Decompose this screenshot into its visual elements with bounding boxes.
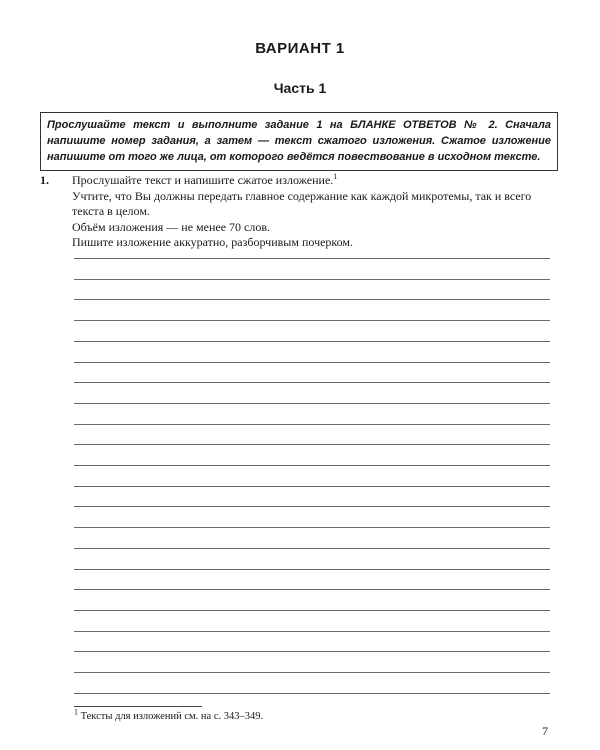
variant-title: ВАРИАНТ 1 xyxy=(255,40,345,57)
answer-line xyxy=(74,569,550,570)
answer-line xyxy=(74,258,550,259)
instruction-box xyxy=(40,112,558,171)
answer-line xyxy=(74,341,550,342)
footnote-mark: 1 xyxy=(333,172,338,181)
task-body xyxy=(72,173,550,251)
part-title: Часть 1 xyxy=(273,80,327,96)
answer-line xyxy=(74,362,550,363)
answer-line xyxy=(74,424,550,425)
answer-line xyxy=(74,589,550,590)
task-line-1-text: Прослушайте текст и напишите сжатое изложение. xyxy=(72,173,334,187)
answer-lines xyxy=(74,258,550,698)
task-line-1 xyxy=(72,173,550,189)
answer-line xyxy=(74,299,550,300)
answer-line xyxy=(74,382,550,383)
footnote-text: Тексты для изложений см. на с. 343–349. xyxy=(80,711,264,722)
instruction-text: Прослушайте текст и выполните задание 1 на БЛАНКЕ ОТВЕТОВ № 2. Сначала напишите номер задания, а затем — текст сжатого изложения. Сжатое изложение напишите от того же лица, от которого ведётся повествование в исходном тексте. xyxy=(47,119,551,163)
answer-line xyxy=(74,506,550,507)
answer-line xyxy=(74,631,550,632)
footnote-number: 1 xyxy=(74,707,78,717)
footnote-rule xyxy=(74,706,202,707)
answer-line xyxy=(74,279,550,280)
answer-line xyxy=(74,465,550,466)
answer-line xyxy=(74,486,550,487)
footnote xyxy=(74,707,264,722)
answer-line xyxy=(74,610,550,611)
answer-line xyxy=(74,651,550,652)
task-line-4: Пишите изложение аккуратно, разборчивым почерком. xyxy=(72,235,354,249)
answer-line xyxy=(74,403,550,404)
task-line-2: Учтите, что Вы должны передать главное содержание как каждой микротемы, так и всего текста в целом. xyxy=(72,188,532,218)
answer-line xyxy=(74,527,550,528)
answer-line xyxy=(74,320,550,321)
task-line-3: Объём изложения — не менее 70 слов. xyxy=(72,219,270,234)
answer-line xyxy=(74,672,550,673)
task-number: 1. xyxy=(40,173,49,187)
answer-line xyxy=(74,444,550,445)
answer-line xyxy=(74,548,550,549)
answer-line xyxy=(74,693,550,694)
page-number: 7 xyxy=(542,724,548,738)
